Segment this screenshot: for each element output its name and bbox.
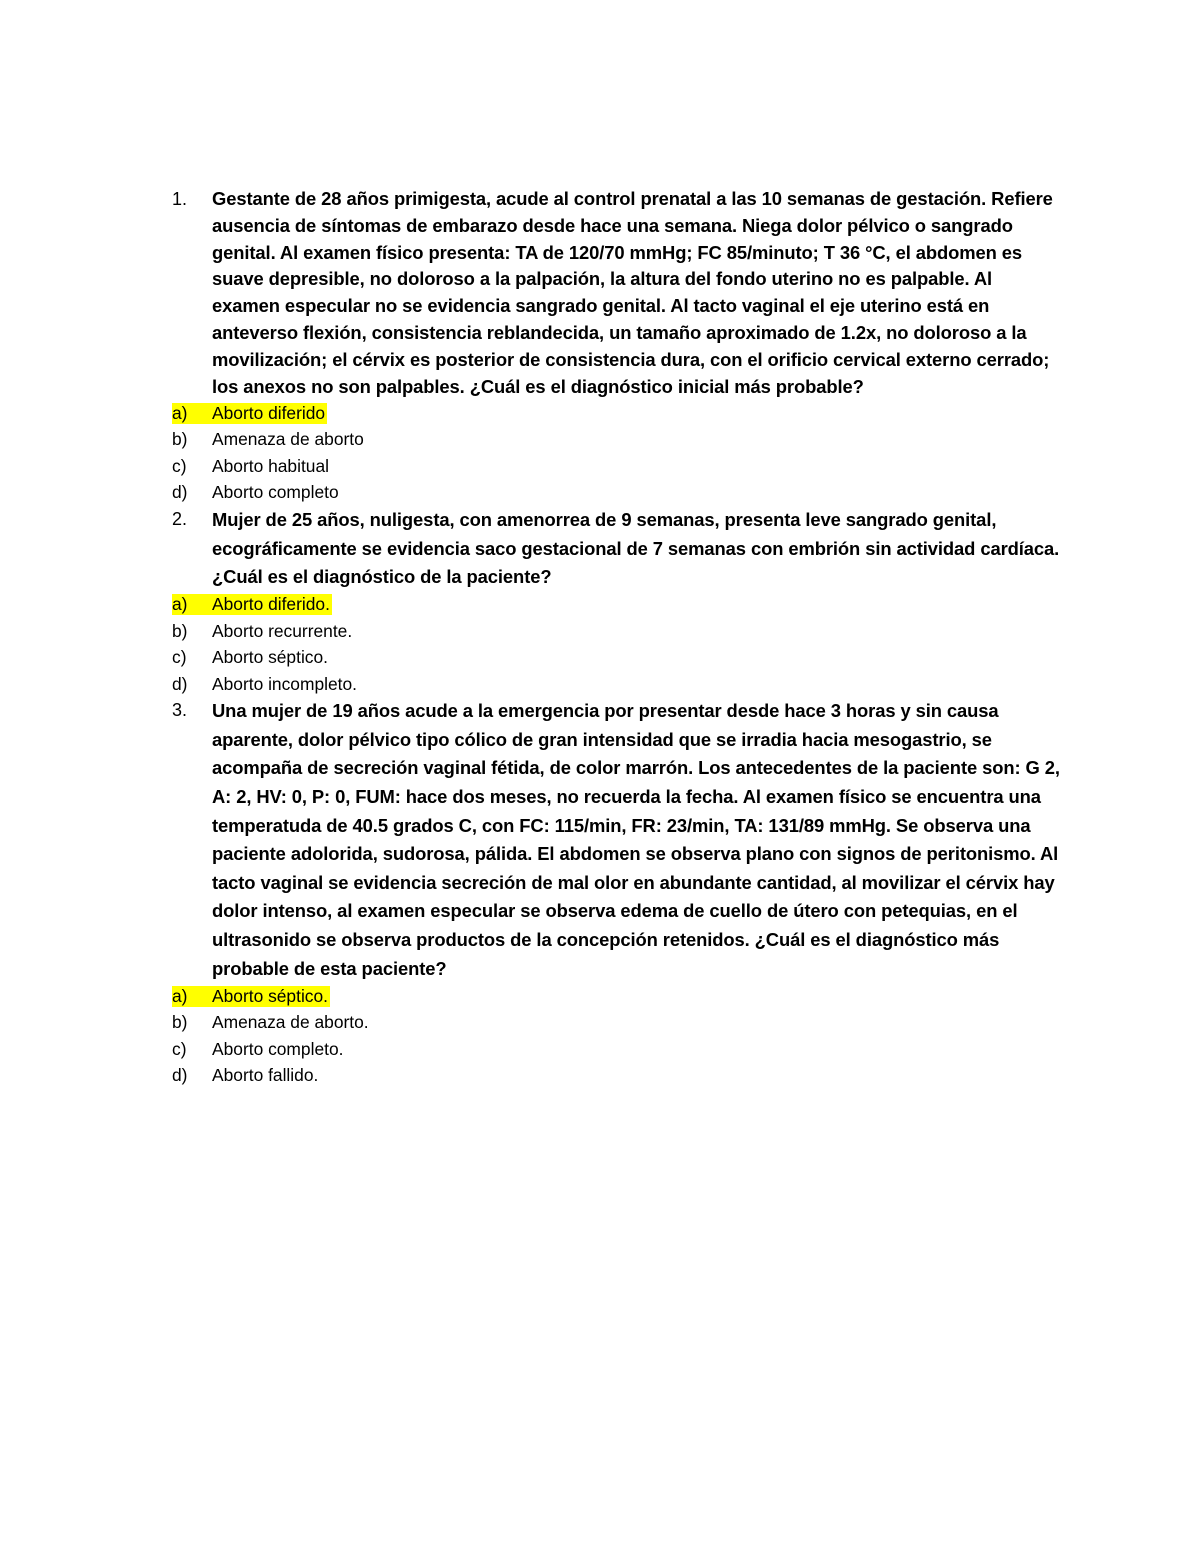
option-letter: c) — [172, 1038, 187, 1059]
option-letter: c) — [172, 647, 187, 668]
question-number: 3. — [172, 700, 188, 721]
question-3 — [172, 697, 1062, 983]
option-letter: d) — [172, 1065, 188, 1086]
option-letter: d) — [172, 673, 188, 694]
option-text: Aborto fallido. — [212, 1065, 319, 1086]
option-b — [172, 618, 1062, 644]
option-text: Amenaza de aborto — [212, 429, 364, 450]
option-text: Aborto completo. — [212, 1038, 344, 1059]
option-letter: a) — [172, 986, 212, 1007]
question-text: Mujer de 25 años, nuligesta, con amenorrea de 9 semanas, presenta leve sangrado genital, ecográficamente se evidencia saco gestacional de 7 semanas con embrión sin actividad cardíaca. ¿Cuál es el diagnóstico de la paciente? — [212, 508, 1060, 588]
option-letter: d) — [172, 482, 188, 503]
option-letter: b) — [172, 1012, 188, 1033]
option-text: Aborto habitual — [212, 455, 329, 476]
question-list — [172, 186, 1062, 1089]
question-1 — [172, 186, 1062, 400]
option-a — [172, 400, 1062, 426]
option-c — [172, 453, 1062, 479]
options-question-1 — [172, 400, 1062, 506]
question-2 — [172, 506, 1062, 592]
option-letter: b) — [172, 620, 188, 641]
option-b — [172, 1010, 1062, 1036]
option-text: Aborto incompleto. — [212, 673, 358, 694]
question-number: 1. — [172, 189, 188, 209]
option-letter: c) — [172, 455, 187, 476]
option-a — [172, 983, 1062, 1009]
option-text: Aborto séptico. — [212, 647, 329, 668]
option-d — [172, 1062, 1062, 1088]
options-question-2 — [172, 592, 1062, 698]
option-letter: a) — [172, 403, 212, 424]
option-d — [172, 671, 1062, 697]
option-text-highlighted: Aborto diferido. — [212, 594, 330, 615]
options-question-3 — [172, 983, 1062, 1089]
option-d — [172, 480, 1062, 506]
option-text-highlighted: Aborto séptico. — [212, 985, 329, 1006]
option-text: Amenaza de aborto. — [212, 1012, 369, 1033]
option-letter: b) — [172, 429, 188, 450]
option-text: Aborto recurrente. — [212, 620, 353, 641]
option-b — [172, 427, 1062, 453]
option-c — [172, 1036, 1062, 1062]
option-a — [172, 592, 1062, 618]
question-text: Gestante de 28 años primigesta, acude al control prenatal a las 10 semanas de gestación. Refiere ausencia de síntomas de embarazo desde hace una semana. Niega dolor pélvico o sangrado genital. Al examen físico presenta: TA de 120/70 mmHg; FC 85/minuto; T 36 °C, el abdomen es suave depresible, no doloroso a la palpación, la altura del fondo uterino no es palpable. Al examen especular no se evidencia sangrado genital. Al tacto vaginal el eje uterino está en anteverso flexión, consistencia reblandecida, un tamaño aproximado de 1.2x, no doloroso a la movilización; el cérvix es posterior de consistencia dura, con el orificio cervical externo cerrado; los anexos no son palpables. ¿Cuál es el diagnóstico inicial más probable? — [212, 188, 1053, 397]
option-letter: a) — [172, 594, 212, 615]
option-c — [172, 645, 1062, 671]
question-text: Una mujer de 19 años acude a la emergencia por presentar desde hace 3 horas y sin causa aparente, dolor pélvico tipo cólico de gran intensidad que se irradia hacia mesogastrio, se acompaña de secreción vaginal fétida, de color marrón. Los antecedentes de la paciente son: G 2, A: 2, HV: 0, P: 0, FUM: hace dos meses, no recuerda la fecha. Al examen físico se encuentra una temperatuda de 40.5 grados C, con FC: 115/min, FR: 23/min, TA: 131/89 mmHg. Se observa una paciente adolorida, sudorosa, pálida. El abdomen se observa plano con signos de peritonismo. Al tacto vaginal se evidencia secreción de mal olor en abundante cantidad, al movilizar el cérvix hay dolor intenso, al examen especular se observa edema de cuello de útero con petequias, en el ultrasonido se observa productos de la concepción retenidos. ¿Cuál es el diagnóstico más probable de esta paciente? — [212, 700, 1060, 979]
question-number: 2. — [172, 508, 188, 529]
option-text-highlighted: Aborto diferido — [212, 403, 326, 424]
option-text: Aborto completo — [212, 482, 339, 503]
